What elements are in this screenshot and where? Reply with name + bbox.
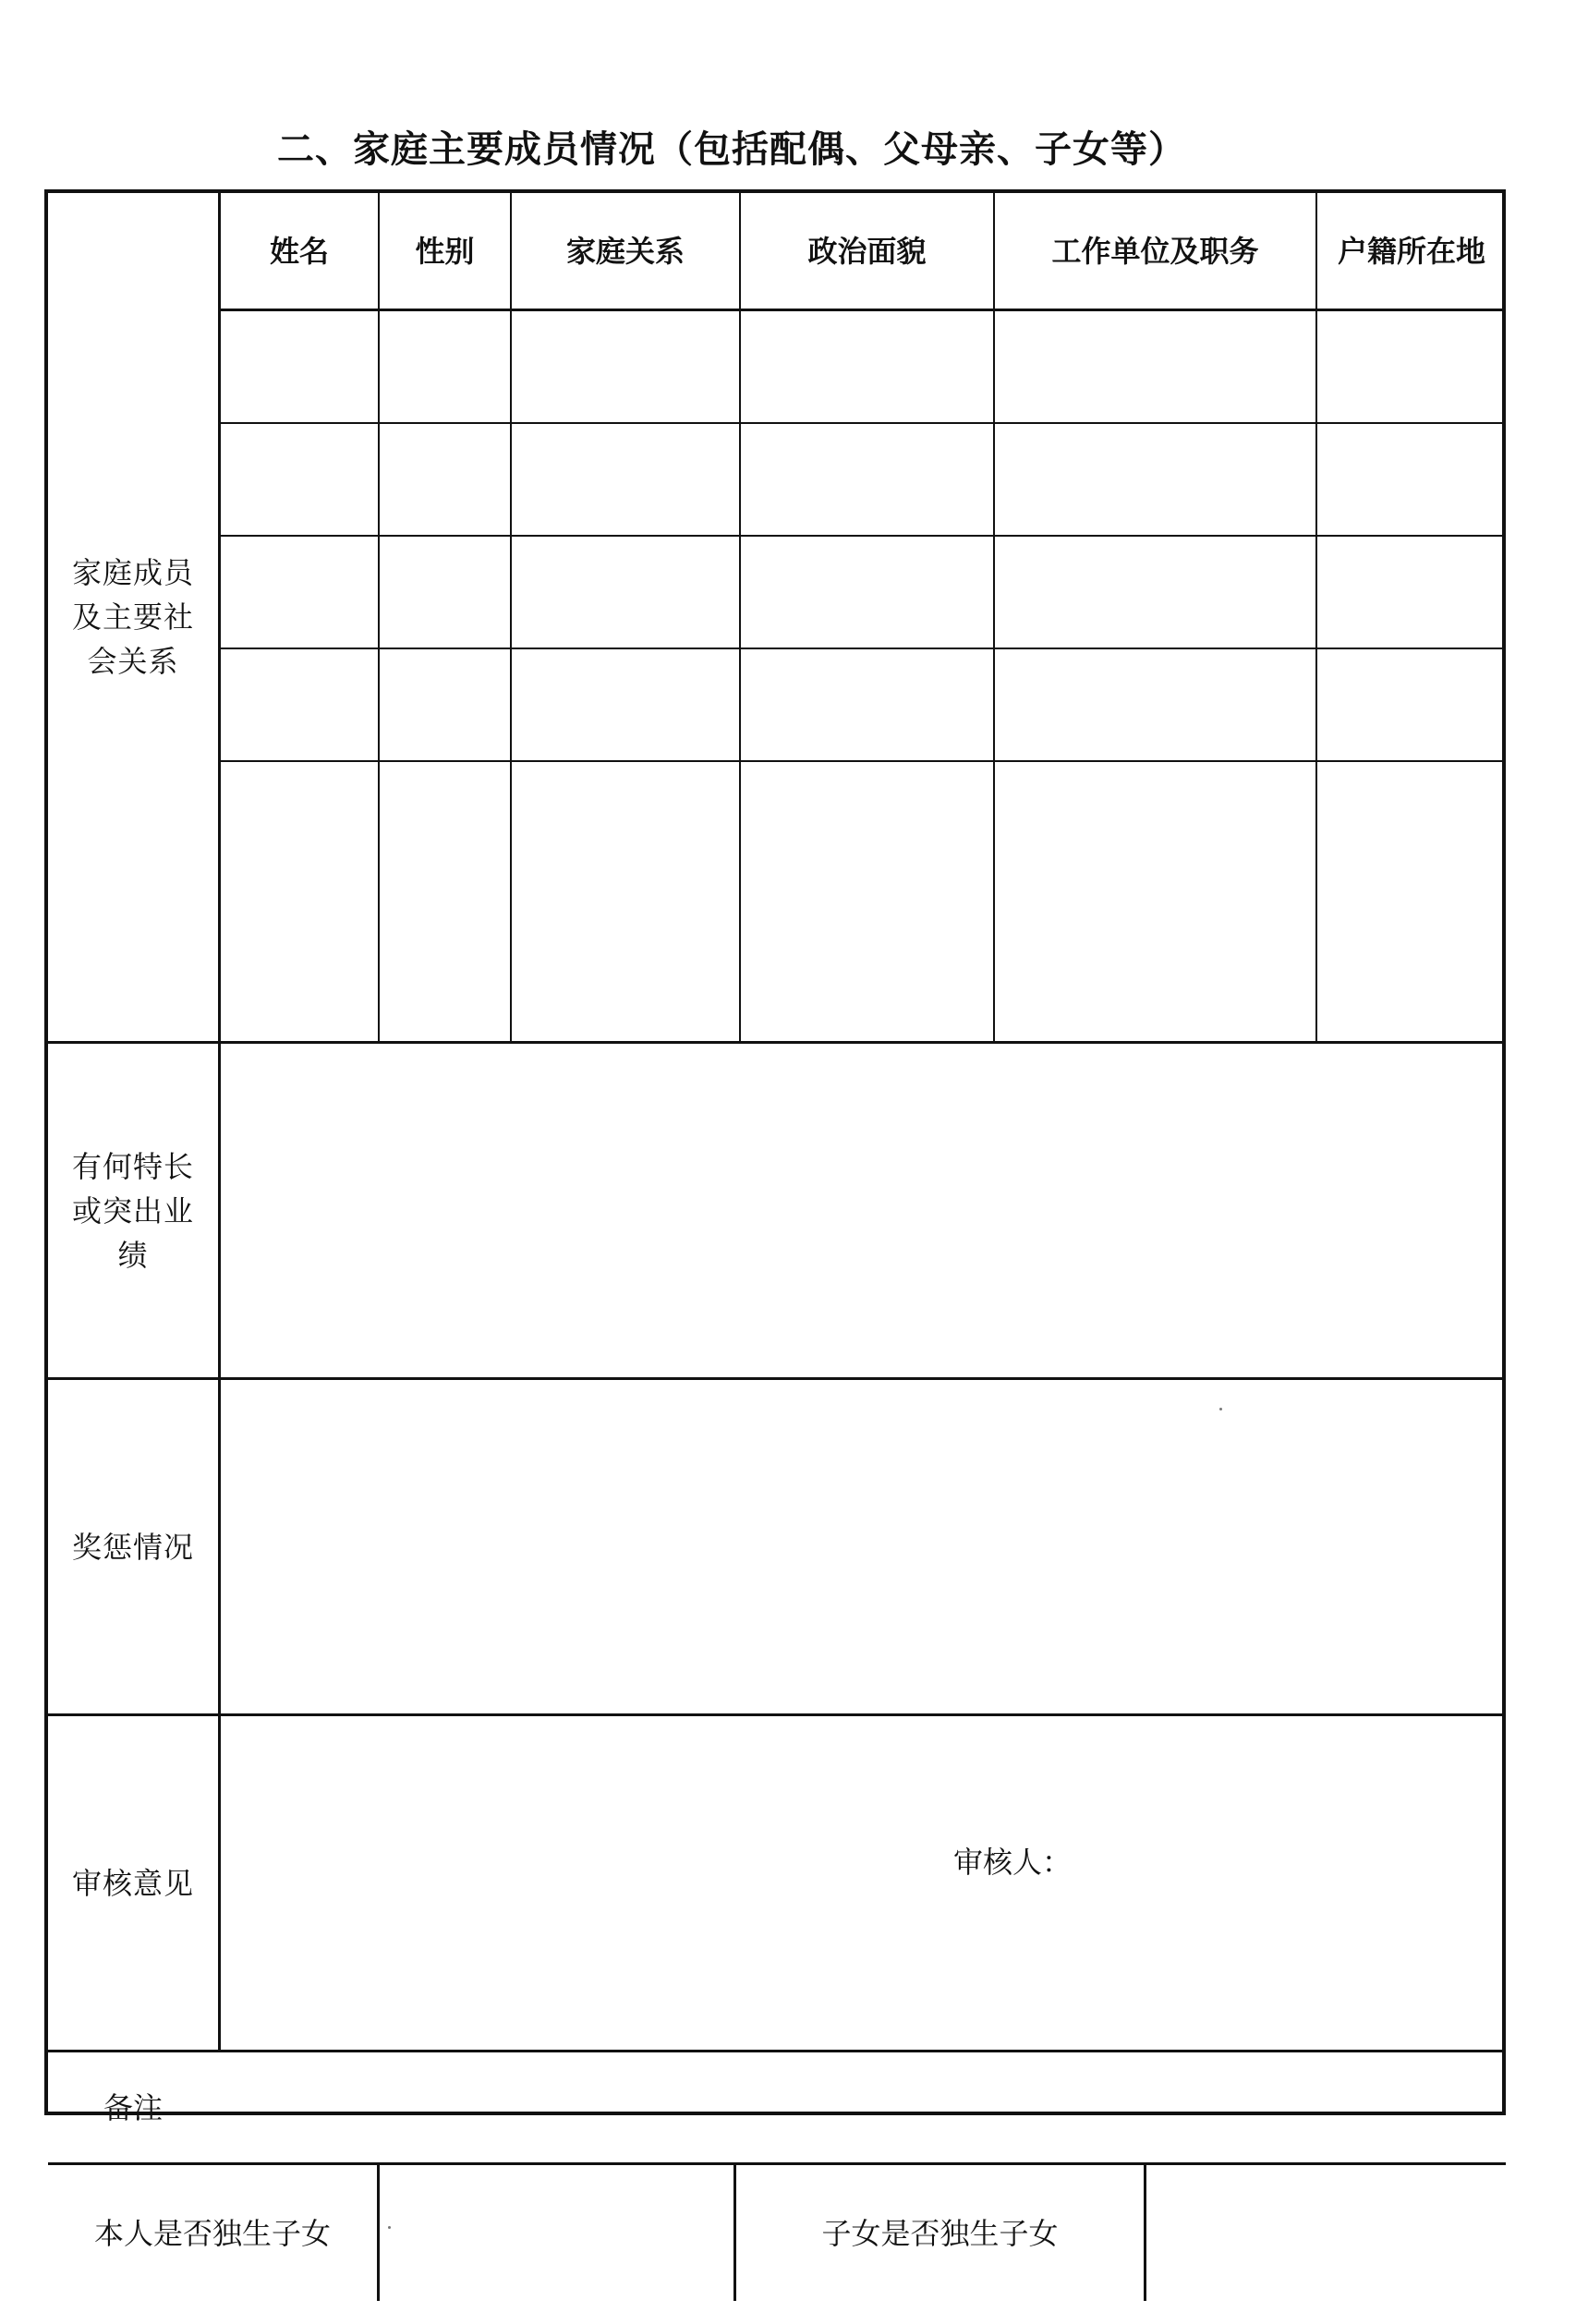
- family-cell-relation[interactable]: [512, 424, 739, 535]
- family-cell-employer[interactable]: [995, 762, 1315, 1041]
- review-label: 审核意见: [71, 1865, 194, 1901]
- family-cell-relation[interactable]: [512, 649, 739, 760]
- family-cell-political[interactable]: [741, 424, 993, 535]
- col-header-employer: 工作单位及职务: [1051, 233, 1259, 269]
- remarks-field[interactable]: [221, 2052, 1506, 2162]
- family-cell-name[interactable]: [221, 310, 378, 422]
- family-cell-name[interactable]: [221, 424, 378, 535]
- family-section-label: 家庭成员及主要社会关系: [71, 555, 194, 679]
- col-header-political: 政治面貌: [807, 233, 927, 269]
- rewards-field[interactable]: [221, 1380, 1506, 1713]
- family-cell-gender[interactable]: [380, 762, 510, 1041]
- family-cell-political[interactable]: [741, 310, 993, 422]
- self-only-child-field[interactable]: [380, 2165, 733, 2301]
- family-cell-relation[interactable]: [512, 537, 739, 648]
- family-info-form: [44, 189, 1506, 2251]
- family-cell-gender[interactable]: [380, 310, 510, 422]
- col-header-relation: 家庭关系: [565, 233, 685, 269]
- family-cell-political[interactable]: [741, 537, 993, 648]
- family-cell-residence[interactable]: [1317, 310, 1506, 422]
- family-cell-gender[interactable]: [380, 649, 510, 760]
- col-header-name: 姓名: [269, 233, 329, 269]
- family-cell-relation[interactable]: [512, 310, 739, 422]
- scan-speck: [388, 2226, 391, 2229]
- family-cell-relation[interactable]: [512, 762, 739, 1041]
- page-title: 二、家庭主要成员情况（包括配偶、父母亲、子女等）: [277, 128, 1186, 171]
- family-cell-name[interactable]: [221, 537, 378, 648]
- col-header-residence: 户籍所在地: [1337, 233, 1485, 269]
- specialty-field[interactable]: [221, 1044, 1506, 1377]
- review-field[interactable]: [221, 1716, 1506, 2050]
- reviewer-label: 审核人：: [953, 1845, 1073, 1880]
- family-cell-residence[interactable]: [1317, 649, 1506, 760]
- children-only-child-label: 子女是否独生子女: [821, 2215, 1059, 2251]
- family-cell-employer[interactable]: [995, 649, 1315, 760]
- family-cell-employer[interactable]: [995, 537, 1315, 648]
- family-cell-gender[interactable]: [380, 424, 510, 535]
- col-header-gender: 性别: [415, 233, 475, 269]
- rewards-label: 奖惩情况: [71, 1529, 194, 1565]
- family-cell-gender[interactable]: [380, 537, 510, 648]
- family-cell-residence[interactable]: [1317, 762, 1506, 1041]
- family-cell-employer[interactable]: [995, 424, 1315, 535]
- family-cell-residence[interactable]: [1317, 424, 1506, 535]
- family-cell-name[interactable]: [221, 649, 378, 760]
- family-cell-name[interactable]: [221, 762, 378, 1041]
- children-only-child-field[interactable]: [1146, 2165, 1506, 2301]
- remarks-label: 备注: [103, 2089, 163, 2125]
- specialty-label: 有何特长或突出业绩: [71, 1148, 194, 1273]
- family-cell-political[interactable]: [741, 762, 993, 1041]
- family-cell-political[interactable]: [741, 649, 993, 760]
- family-cell-residence[interactable]: [1317, 537, 1506, 648]
- scan-speck: [1219, 1408, 1222, 1410]
- self-only-child-label: 本人是否独生子女: [93, 2215, 331, 2251]
- family-cell-employer[interactable]: [995, 310, 1315, 422]
